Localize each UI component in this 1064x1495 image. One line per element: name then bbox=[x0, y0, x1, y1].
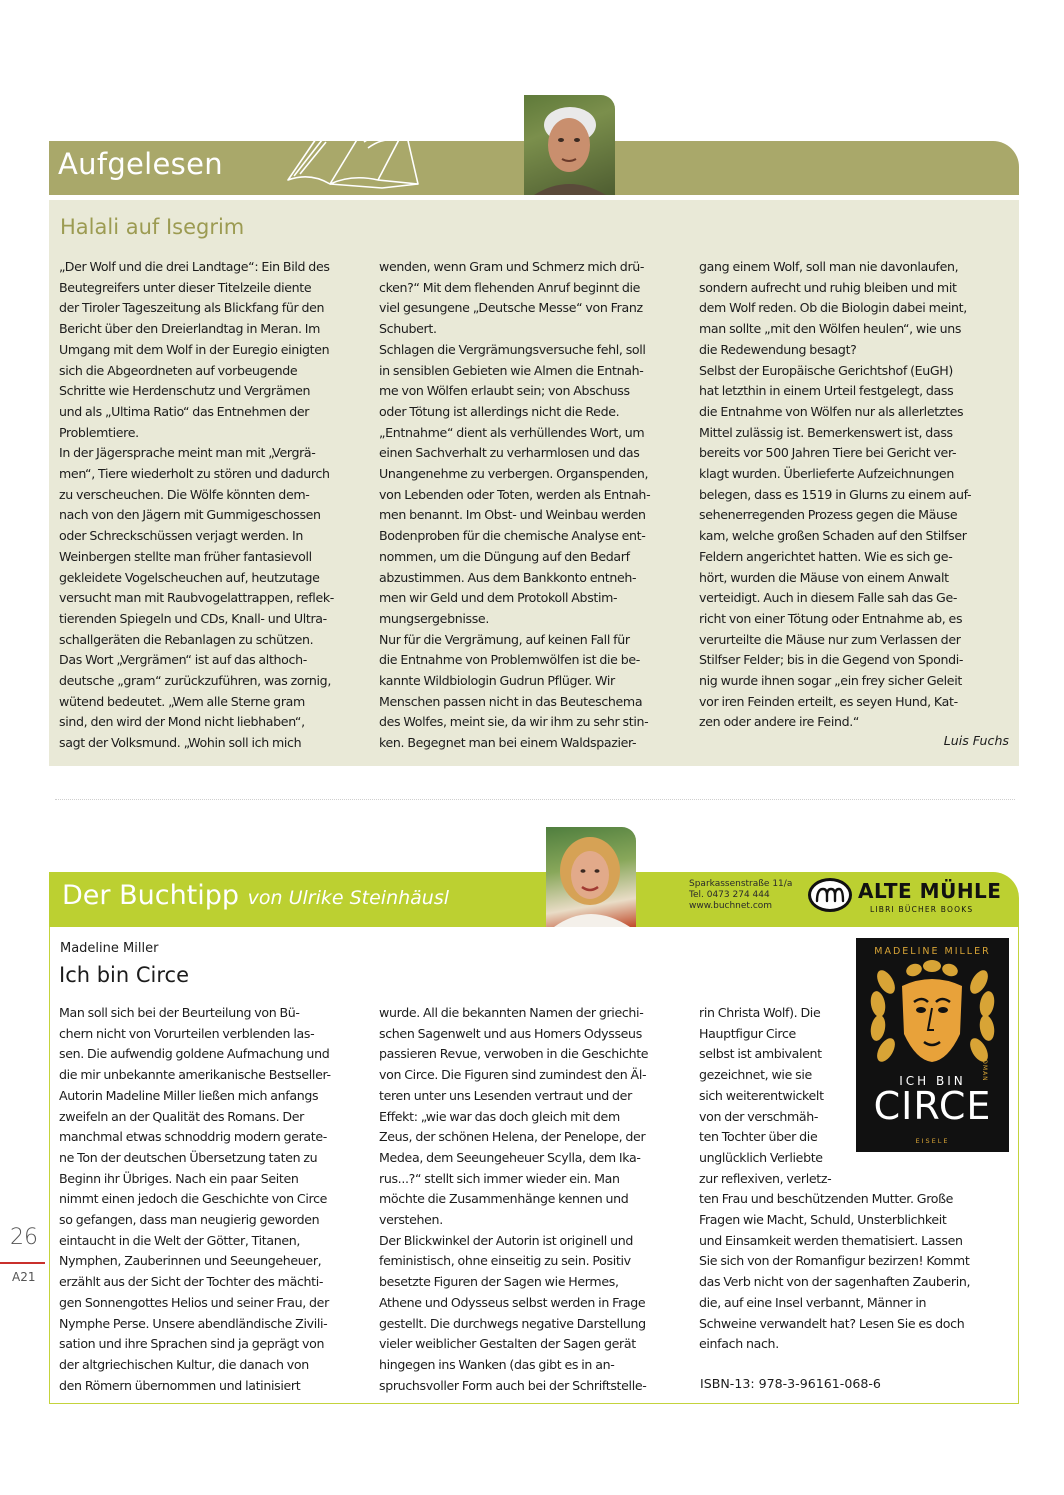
article-column-2: wenden, wenn Gram und Schmerz mich drü- cken?“ Mit dem flehenden Anruf beginnt die viel gesungene „Deutsche Messe“ von Franz Schubert. Schlagen die Vergrämungsversuche fehl, soll in sensiblen Gebieten wie Almen die Entnah- me von Wölfen erlaubt sein; von Abschuss oder Tötung ist allerdings nicht die Rede. „Entnahme“ dient als verhüllendes Wort, um einen Sachverhalt zu verharmlosen und das Unangenehme zu verbergen. Organspenden, von Lebenden oder Toten, werden als Entnah- men benannt. Im Obst- und Weinbau werden Bodenproben für die chemische Analyse ent- nommen, um die Düngung auf den Bedarf abzustimmen. Aus dem Bankkonto entneh- men wir Geld und dem Protokoll Abstim- mungsergebnisse. Nur für die Vergrämung, auf keinen Fall für die Entnahme von Problemwölfen ist die be- kannte Wildbiologin Gudrun Pflüger. Wir Menschen passen nicht in das Beuteschema des Wolfes, meint sie, da wir ihm zu sehr stin- ken. Begegnet man bei einem Waldspazier- bbox=[379, 259, 651, 751]
cover-title-line1: ICH BIN bbox=[899, 1074, 966, 1088]
review-column-3: rin Christa Wolf). Die Hauptfigur Circe selbst ist ambivalent gezeichnet, wie sie sich weiterentwickelt von der verschmäh- ten Tochter über die unglücklich Verliebte zur reflexiven, verletz- ten Frau und beschützenden Mutter. Große Fragen wie Macht, Schuld, Unsterblichkeit und Einsamkeit werden thematisiert. Lassen Sie sich von der Romanfigur bezirzen! Kommt das Verb nicht von der sagenhaften Zauberin, die, auf eine Insel verbannt, Männer in Schweine verwandelt hat? Lesen Sie es doch einfach nach. bbox=[699, 1005, 971, 1352]
book-isbn: ISBN-13: 978-3-96161-068-6 bbox=[700, 1376, 881, 1391]
page-marker-line bbox=[0, 1262, 45, 1264]
section-title-aufgelesen: Aufgelesen bbox=[58, 147, 223, 181]
author-photo-ulrike-steinhaeusl bbox=[546, 827, 636, 927]
book-cover bbox=[856, 938, 1009, 1152]
article-column-3: gang einem Wolf, soll man nie davonlaufen, sondern aufrecht und ruhig bleiben und mit dem Wolf reden. Ob die Biologin dabei meint, man sollte „mit den Wölfen heulen“, wie uns die Redewendung besagt? Selbst der Europäische Gerichtshof (EuGH) hat letzthin in einem Urteil festgelegt, dass die Entnahme von Wölfen nur als allerletztes Mittel zulässig ist. Bemerkenswert ist, dass bereits vor 500 Jahren Tiere bei Gericht ver- klagt wurden. Überlieferte Aufzeichnungen belegen, dass es 1519 in Glurns zu einem auf- sehenerregenden Prozess gegen die Mäuse kam, welche großen Schaden auf den Stilfser Feldern angerichtet hatten. Wie es sich ge- hört, wurden die Mäuse von einem Anwalt verteidigt. Auch in diesem Falle sah das Ge- richt von einer Tötung oder Entnahme ab, es verurteilte die Mäuse nur zum Verlassen der Stilfser Felder; bis in die Gegend von Spondi- nig wurde ihnen sogar „ein frey sicher Geleit vor iren Feinden erteilt, es seyen Hund, Kat- zen oder andere ire Feind.“ bbox=[699, 259, 972, 730]
article-heading: Halali auf Isegrim bbox=[60, 215, 245, 239]
cover-publisher: EISELE bbox=[915, 1137, 950, 1145]
shop-street: Sparkassenstraße 11/a bbox=[689, 879, 793, 889]
page-number: 26 bbox=[10, 1225, 38, 1250]
book-title: Ich bin Circe bbox=[59, 963, 190, 987]
cover-title-line2: CIRCE bbox=[873, 1084, 992, 1128]
section-divider bbox=[55, 799, 1015, 800]
article-author: Luis Fuchs bbox=[943, 733, 1009, 748]
shop-phone: Tel. 0473 274 444 bbox=[689, 890, 770, 900]
shop-website: www.buchnet.com bbox=[689, 901, 773, 911]
bookshop-address bbox=[689, 879, 792, 912]
author-photo-luis-fuchs bbox=[524, 95, 615, 195]
section-title-buchtipp bbox=[62, 880, 449, 911]
article-column-1: „Der Wolf und die drei Landtage“: Ein Bild des Beutegreifers unter dieser Titelzeile diente der Tiroler Tageszeitung als Blickfang für den Bericht über den Dreierlandtag in Meran. Im Umgang mit dem Wolf in der Euregio einigten sich die Abgeordneten auf vorbeugende Schritte wie Herdenschutz und Vergrämen und als „Ultima Ratio“ das Entnehmen der Problemtiere. In der Jägersprache meint man mit „Vergrä- men“, Tiere wiederholt zu stören und dadurch zu verscheuchen. Die Wölfe könnten dem- nach von den Jägern mit Gummigeschossen oder Schreckschüssen verjagt werden. In Weinbergen stellte man früher fantasievoll gekleidete Vogelscheuchen auf, heutzutage versucht man mit Raubvogelattrappen, reflek- tierenden Spiegeln und CDs, Knall- und Ultra- schallgeräten die Rebanlagen zu schützen. Das Wort „Vergrämen“ ist auf das althoch- deutsche „gram“ zurückzuführen, was zornig, wütend bedeutet. „Wem alle Sterne gram sind, den wird der Mond nicht liebhaben“, sagt der Volksmund. „Wohin soll ich mich bbox=[59, 259, 334, 751]
review-column-1: Man soll sich bei der Beurteilung von Bü- chern nicht von Vorurteilen verblenden las- sen. Die aufwendig goldene Aufmachung und die mir unbekannte amerikanische Bestseller- Autorin Madeline Miller ließen mich anfangs zweifeln an der Qualität des Romans. Der manchmal etwas schnoddrig modern gerate- ne Ton der deutschen Übersetzung taten zu Beginn ihr Übriges. Nach ein paar Seiten nimmt einen jedoch die Geschichte von Circe so gefangen, dass man neugierig geworden eintaucht in die Welt der Götter, Titanen, Nymphen, Zauberinnen und Seeungeheuer, erzählt aus der Sicht der Tochter des mächti- gen Sonnengottes Helios und seiner Frau, der Nymphe Perse. Unsere abendländische Zivili- sation und ihre Sprachen sind ja geprägt von der altgriechischen Kultur, die danach von den Römern übernommen und latinisiert bbox=[59, 1005, 331, 1393]
cover-author: MADELINE MILLER bbox=[874, 946, 991, 957]
alte-muehle-logo-icon bbox=[808, 878, 852, 912]
buchtipp-title: Der Buchtipp bbox=[62, 880, 240, 911]
open-book-icon bbox=[278, 118, 428, 190]
logo-name: ALTE MÜHLE bbox=[858, 879, 1002, 903]
book-author: Madeline Miller bbox=[60, 941, 159, 956]
review-column-2: wurde. All die bekannten Namen der griechi- schen Sagenwelt und aus Homers Odysseus passieren Revue, verwoben in die Geschichte von Circe. Die Figuren sind zumindest den Äl- teren unter uns Lesenden vertraut und der Effekt: „wie war das doch gleich mit dem Zeus, der schönen Helena, der Penelope, der Medea, dem Seeungeheuer Scylla, dem Ika- rus...?“ stellt sich immer wieder ein. Man möchte die Zusammenhänge kennen und verstehen. Der Blickwinkel der Autorin ist originell und feministisch, ohne einseitig zu sein. Positiv besetzte Figuren der Sagen wie Hermes, Athene und Odysseus selbst werden in Frage gestellt. Die durchwegs negative Darstellung vieler weiblicher Gestalten der Sagen gerät hingegen ins Wanken (das gibt es in an- spruchsvoller Form auch bei der Schriftstelle- bbox=[379, 1005, 649, 1393]
logo-tagline: LIBRI BÜCHER BOOKS bbox=[870, 905, 974, 914]
cover-genre: ROMAN bbox=[981, 1054, 988, 1082]
page-code: A21 bbox=[12, 1270, 36, 1284]
buchtipp-byline: von Ulrike Steinhäusl bbox=[247, 887, 450, 909]
